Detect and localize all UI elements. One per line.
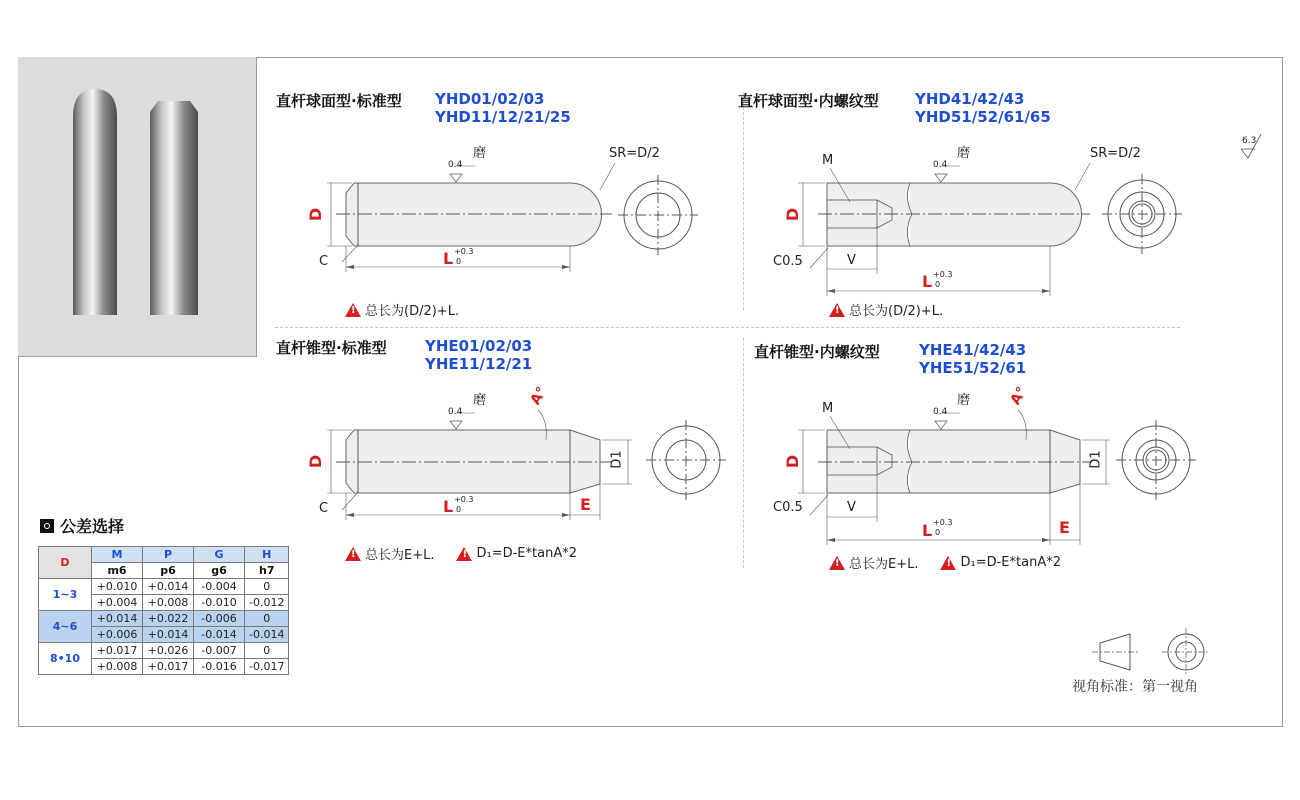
dim-v: V [847, 253, 856, 268]
table-cell: +0.014 [143, 627, 194, 643]
dim-d: D [783, 207, 803, 222]
tol-plus: +0.3 [933, 518, 953, 527]
product-codes: YHD01/02/03 YHD11/12/21/25 [435, 90, 571, 126]
warning-icon [829, 556, 845, 570]
tol-plus: +0.3 [933, 270, 953, 279]
projection-view-label: 视角标准：第一视角 [1072, 679, 1198, 695]
chamfer-label: C0.5 [773, 254, 803, 269]
table-row [39, 643, 289, 659]
section-title: 直杆球面型·内螺纹型 [738, 92, 879, 110]
subheader-m6: m6 [92, 563, 143, 579]
grind-label: 磨 [957, 393, 971, 408]
subheader-p6: p6 [143, 563, 194, 579]
grind-label: 磨 [957, 146, 971, 161]
roughness-label: 0.4 [448, 407, 463, 417]
table-cell: -0.010 [194, 595, 245, 611]
length-note: ! 总长为E+L. ! D₁=D-E*tanA*2 [345, 544, 577, 563]
dim-d: D [306, 207, 326, 222]
angle-label: A° [527, 384, 551, 408]
row-label: 8•10 [39, 643, 92, 675]
product-codes: YHE01/02/03 YHE11/12/21 [425, 337, 533, 373]
section-title: 直杆锥型·标准型 [276, 339, 387, 357]
table-cell: -0.014 [245, 627, 289, 643]
roughness-top-label: 6.3 [1242, 136, 1257, 146]
dim-d1: D1 [1088, 450, 1104, 469]
section-icon [40, 519, 54, 533]
warning-icon [345, 303, 361, 317]
dim-l: L [443, 249, 454, 268]
thread-label: M [822, 401, 834, 416]
table-cell: +0.026 [143, 643, 194, 659]
table-cell: +0.008 [92, 659, 143, 675]
dim-e: E [580, 495, 591, 514]
tol-plus: +0.3 [454, 495, 474, 504]
warning-icon [456, 547, 472, 561]
table-row [39, 611, 289, 627]
grind-label: 磨 [473, 393, 487, 408]
warning-icon [345, 547, 361, 561]
table-cell: -0.017 [245, 659, 289, 675]
dim-d1: D1 [609, 450, 625, 469]
product-codes: YHD41/42/43 YHD51/52/61/65 [915, 90, 1051, 126]
table-cell: +0.008 [143, 595, 194, 611]
table-cell: +0.022 [143, 611, 194, 627]
warning-icon [829, 303, 845, 317]
grind-label: 磨 [473, 146, 487, 161]
thread-label: M [822, 153, 834, 168]
roughness-label: 0.4 [448, 160, 463, 170]
table-row [39, 579, 289, 595]
table-cell: -0.007 [194, 643, 245, 659]
tol-zero: 0 [456, 257, 462, 266]
column-header-m: M [92, 547, 143, 563]
table-cell: +0.017 [143, 659, 194, 675]
row-label: 4~6 [39, 611, 92, 643]
table-header-row [39, 547, 289, 563]
tol-zero: 0 [935, 280, 941, 289]
table-cell: +0.014 [143, 579, 194, 595]
dim-l: L [443, 497, 454, 516]
sr-label: SR=D/2 [1090, 146, 1141, 161]
dim-d: D [783, 454, 803, 469]
table-cell: -0.012 [245, 595, 289, 611]
column-header-g: G [194, 547, 245, 563]
tolerance-table [38, 546, 289, 675]
row-label: 1~3 [39, 579, 92, 611]
chamfer-label: C0.5 [773, 500, 803, 515]
dim-l: L [922, 272, 933, 291]
tol-plus: +0.3 [454, 247, 474, 256]
roughness-label: 0.4 [933, 160, 948, 170]
table-cell: +0.017 [92, 643, 143, 659]
dim-v: V [847, 500, 856, 515]
column-header-d: D [39, 547, 92, 579]
roughness-label: 0.4 [933, 407, 948, 417]
tol-zero: 0 [935, 528, 941, 537]
dim-e: E [1059, 518, 1070, 537]
warning-icon [940, 556, 956, 570]
table-cell: 0 [245, 579, 289, 595]
angle-label: A° [1007, 384, 1031, 408]
column-header-h: H [245, 547, 289, 563]
table-cell: +0.010 [92, 579, 143, 595]
chamfer-label: C [319, 501, 329, 516]
table-cell: -0.006 [194, 611, 245, 627]
column-header-p: P [143, 547, 194, 563]
length-note: ! 总长为E+L. ! D₁=D-E*tanA*2 [829, 553, 1061, 572]
subheader-g6: g6 [194, 563, 245, 579]
table-cell: -0.004 [194, 579, 245, 595]
table-cell: -0.014 [194, 627, 245, 643]
table-cell: +0.004 [92, 595, 143, 611]
product-codes: YHE41/42/43 YHE51/52/61 [919, 341, 1027, 377]
length-note: ! 总长为(D/2)+L. [345, 300, 459, 319]
subheader-h7: h7 [245, 563, 289, 579]
section-title: 直杆锥型·内螺纹型 [754, 343, 880, 361]
table-cell: 0 [245, 611, 289, 627]
length-note: ! 总长为(D/2)+L. [829, 300, 943, 319]
table-cell: -0.016 [194, 659, 245, 675]
tol-zero: 0 [456, 505, 462, 514]
dim-l: L [922, 521, 933, 540]
chamfer-label: C [319, 254, 329, 269]
table-cell: +0.014 [92, 611, 143, 627]
dim-d: D [306, 454, 326, 469]
tolerance-title: 公差选择 [40, 514, 124, 537]
table-cell: 0 [245, 643, 289, 659]
sr-label: SR=D/2 [609, 146, 660, 161]
table-cell: +0.006 [92, 627, 143, 643]
section-title: 直杆球面型·标准型 [276, 92, 402, 110]
